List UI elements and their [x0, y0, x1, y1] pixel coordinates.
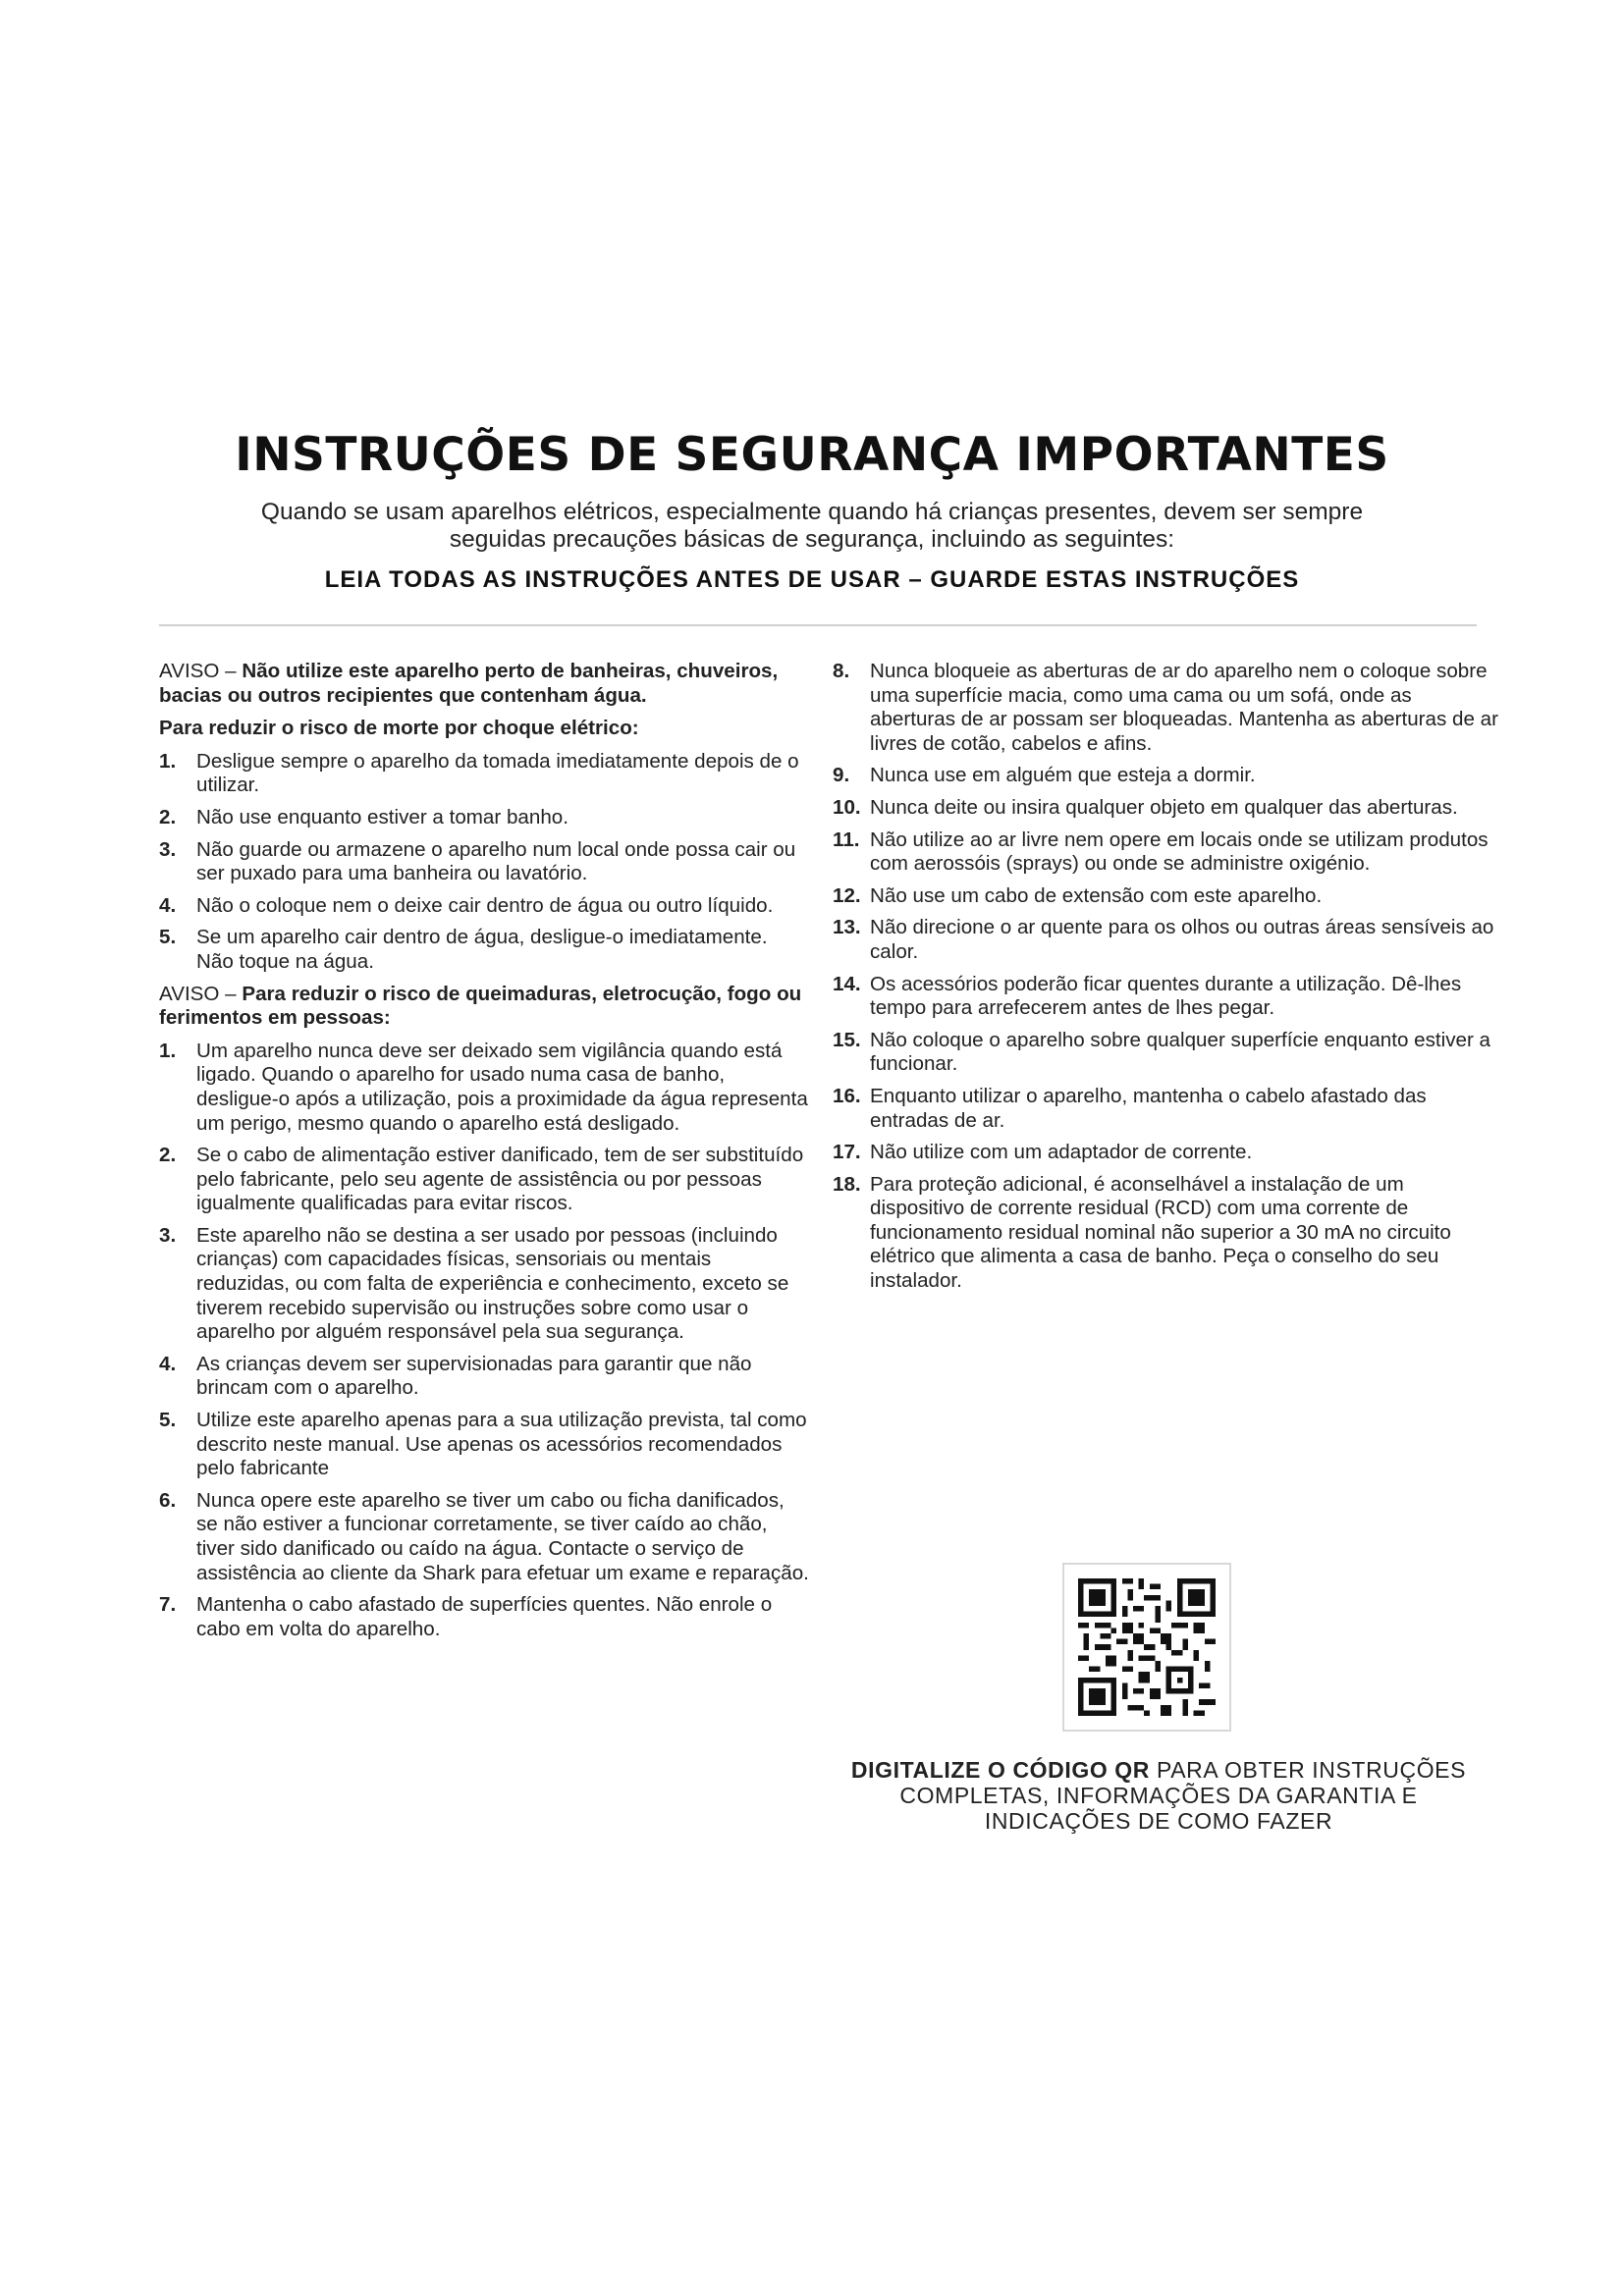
qr-code-icon	[1078, 1578, 1216, 1716]
list-item	[159, 1409, 809, 1481]
list-item	[159, 926, 809, 974]
shock-list	[159, 750, 809, 975]
list-item	[833, 1029, 1500, 1077]
qr-caption-text: PARA OBTER INSTRUÇÕES COMPLETAS, INFORMAÇÕES DA GARANTIA E INDICAÇÕES DE COMO FAZER	[899, 1757, 1467, 1834]
item-number: 3.	[159, 837, 177, 861]
item-number: 3.	[159, 1223, 177, 1247]
item-number: 14.	[833, 972, 861, 995]
item-number: 16.	[833, 1084, 861, 1107]
safety-list-left	[159, 1040, 809, 1642]
item-text: Utilize este aparelho apenas para a sua utilização prevista, tal como descrito neste manual. Use apenas os acessórios recomendados pelo fabricante	[196, 1409, 807, 1480]
list-item	[159, 1489, 809, 1585]
safety-list-right	[833, 660, 1500, 1294]
list-item	[833, 1173, 1500, 1294]
list-item	[159, 838, 809, 886]
item-text: Este aparelho não se destina a ser usado por pessoas (incluindo crianças) com capacidades físicas, sensoriais ou mentais reduzidas, ou com falta de experiência e conhecimento, exceto se tiverem recebido supervisão ou instruções sobre como usar o aparelho por alguém responsável pela sua segurança.	[196, 1223, 789, 1344]
item-number: 4.	[159, 893, 177, 917]
list-item	[833, 1141, 1500, 1165]
list-item	[159, 1593, 809, 1641]
item-number: 5.	[159, 926, 177, 949]
read-all-instructions: LEIA TODAS AS INSTRUÇÕES ANTES DE USAR – GUARDE ESTAS INSTRUÇÕES	[324, 566, 1300, 593]
warning-label: AVISO –	[159, 660, 243, 682]
item-number: 2.	[159, 1144, 177, 1167]
list-item	[159, 1144, 809, 1216]
qr-caption-bold: DIGITALIZE O CÓDIGO QR	[850, 1757, 1151, 1783]
item-number: 18.	[833, 1172, 861, 1196]
item-text: Mantenha o cabo afastado de superfícies quentes. Não enrole o cabo em volta do aparelho.	[196, 1593, 773, 1640]
item-text: Se o cabo de alimentação estiver danificado, tem de ser substituído pelo fabricante, pelo seu agente de assistência ou por pessoas igualmente qualificadas para evitar riscos.	[196, 1144, 804, 1215]
item-number: 17.	[833, 1141, 861, 1164]
list-item	[833, 764, 1500, 788]
item-number: 6.	[159, 1488, 177, 1512]
list-item	[159, 806, 809, 830]
item-text: Para proteção adicional, é aconselhável a instalação de um dispositivo de corrente residual (RCD) com uma corrente de funcionamento residual nominal não superior a 30 mA no circuito elétrico que alimenta a casa de banho. Peça o conselho do seu instalador.	[870, 1172, 1451, 1293]
warning-text: Não utilize este aparelho perto de banheiras, chuveiros, bacias ou outros recipientes que contenham água.	[159, 660, 779, 707]
item-number: 10.	[833, 795, 861, 819]
list-item	[833, 828, 1500, 877]
item-text: Os acessórios poderão ficar quentes durante a utilização. Dê-lhes tempo para arrefecerem antes de lhes pegar.	[870, 972, 1462, 1020]
item-text: Não guarde ou armazene o aparelho num local onde possa cair ou ser puxado para uma banheira ou lavatório.	[196, 837, 796, 885]
shock-heading: Para reduzir o risco de morte por choque elétrico:	[159, 717, 639, 740]
item-text: Não utilize ao ar livre nem opere em locais onde se utilizam produtos com aerossóis (sprays) ou onde se administre oxigénio.	[870, 828, 1489, 876]
list-item	[833, 660, 1500, 756]
item-text: Desligue sempre o aparelho da tomada imediatamente depois de o utilizar.	[196, 749, 799, 797]
qr-caption	[825, 1757, 1492, 1834]
item-text: Nunca use em alguém que esteja a dormir.	[870, 764, 1256, 787]
item-number: 1.	[159, 749, 177, 773]
item-text: Não utilize com um adaptador de corrente.	[870, 1141, 1253, 1164]
list-item	[159, 1040, 809, 1136]
item-number: 2.	[159, 805, 177, 828]
warning-text: Para reduzir o risco de queimaduras, eletrocução, fogo ou ferimentos em pessoas:	[159, 982, 802, 1030]
warning-label: AVISO –	[159, 982, 243, 1005]
list-item	[833, 796, 1500, 821]
item-text: Um aparelho nunca deve ser deixado sem vigilância quando está ligado. Quando o aparelho for usado numa casa de banho, desligue-o após a utilização, pois a proximidade da água representa um perigo, mesmo quando o aparelho está desligado.	[196, 1039, 808, 1135]
warning-water	[159, 660, 809, 708]
list-item	[833, 1085, 1500, 1133]
item-text: Não direcione o ar quente para os olhos ou outras áreas sensíveis ao calor.	[870, 916, 1494, 963]
qr-code[interactable]	[1062, 1563, 1231, 1732]
item-number: 11.	[833, 828, 860, 851]
list-item	[159, 894, 809, 919]
intro-line-1: Quando se usam aparelhos elétricos, especialmente quando há crianças presentes, devem ser sempre	[260, 499, 1364, 525]
item-text: Enquanto utilizar o aparelho, mantenha o cabelo afastado das entradas de ar.	[870, 1084, 1427, 1132]
item-text: Nunca bloqueie as aberturas de ar do aparelho nem o coloque sobre uma superfície macia, como uma cama ou um sofá, onde as aberturas de ar possam ser bloqueadas. Mantenha as aberturas de ar livres de cotão, cabelos e afins.	[870, 660, 1498, 755]
intro-text	[177, 499, 1447, 554]
item-number: 13.	[833, 916, 861, 939]
list-item	[159, 1353, 809, 1401]
list-item	[833, 916, 1500, 964]
item-text: As crianças devem ser supervisionadas para garantir que não brincam com o aparelho.	[196, 1352, 752, 1400]
list-item	[833, 884, 1500, 909]
item-number: 5.	[159, 1409, 177, 1432]
item-text: Se um aparelho cair dentro de água, desligue-o imediatamente.	[196, 926, 768, 949]
list-item	[159, 1224, 809, 1345]
item-text: Nunca deite ou insira qualquer objeto em qualquer das aberturas.	[870, 795, 1458, 819]
item-text: Nunca opere este aparelho se tiver um cabo ou ficha danificados, se não estiver a funcionar corretamente, se tiver caído ao chão, tiver sido danificado ou caído na água. Contacte o serviço de assistência ao cliente da Shark para efetuar um exame e reparação.	[196, 1488, 809, 1584]
item-number: 12.	[833, 883, 861, 907]
item-number: 15.	[833, 1028, 861, 1051]
right-column	[833, 660, 1500, 1302]
page-title: INSTRUÇÕES DE SEGURANÇA IMPORTANTES	[235, 428, 1389, 482]
item-text: Não coloque o aparelho sobre qualquer superfície enquanto estiver a funcionar.	[870, 1028, 1490, 1076]
intro-line-2: seguidas precauções básicas de segurança, incluindo as seguintes:	[449, 526, 1175, 553]
divider	[159, 624, 1477, 626]
item-text: Não use enquanto estiver a tomar banho.	[196, 805, 568, 828]
list-item	[833, 973, 1500, 1021]
item-text: Não o coloque nem o deixe cair dentro de água ou outro líquido.	[196, 893, 774, 917]
item-number: 9.	[833, 764, 850, 787]
list-item	[159, 750, 809, 798]
item-number: 7.	[159, 1593, 177, 1617]
warning-burns	[159, 983, 809, 1031]
item-text-extra: Não toque na água.	[196, 949, 374, 973]
left-column	[159, 660, 809, 1649]
item-text: Não use um cabo de extensão com este aparelho.	[870, 883, 1323, 907]
item-number: 4.	[159, 1352, 177, 1375]
item-number: 1.	[159, 1039, 177, 1062]
item-number: 8.	[833, 660, 850, 682]
